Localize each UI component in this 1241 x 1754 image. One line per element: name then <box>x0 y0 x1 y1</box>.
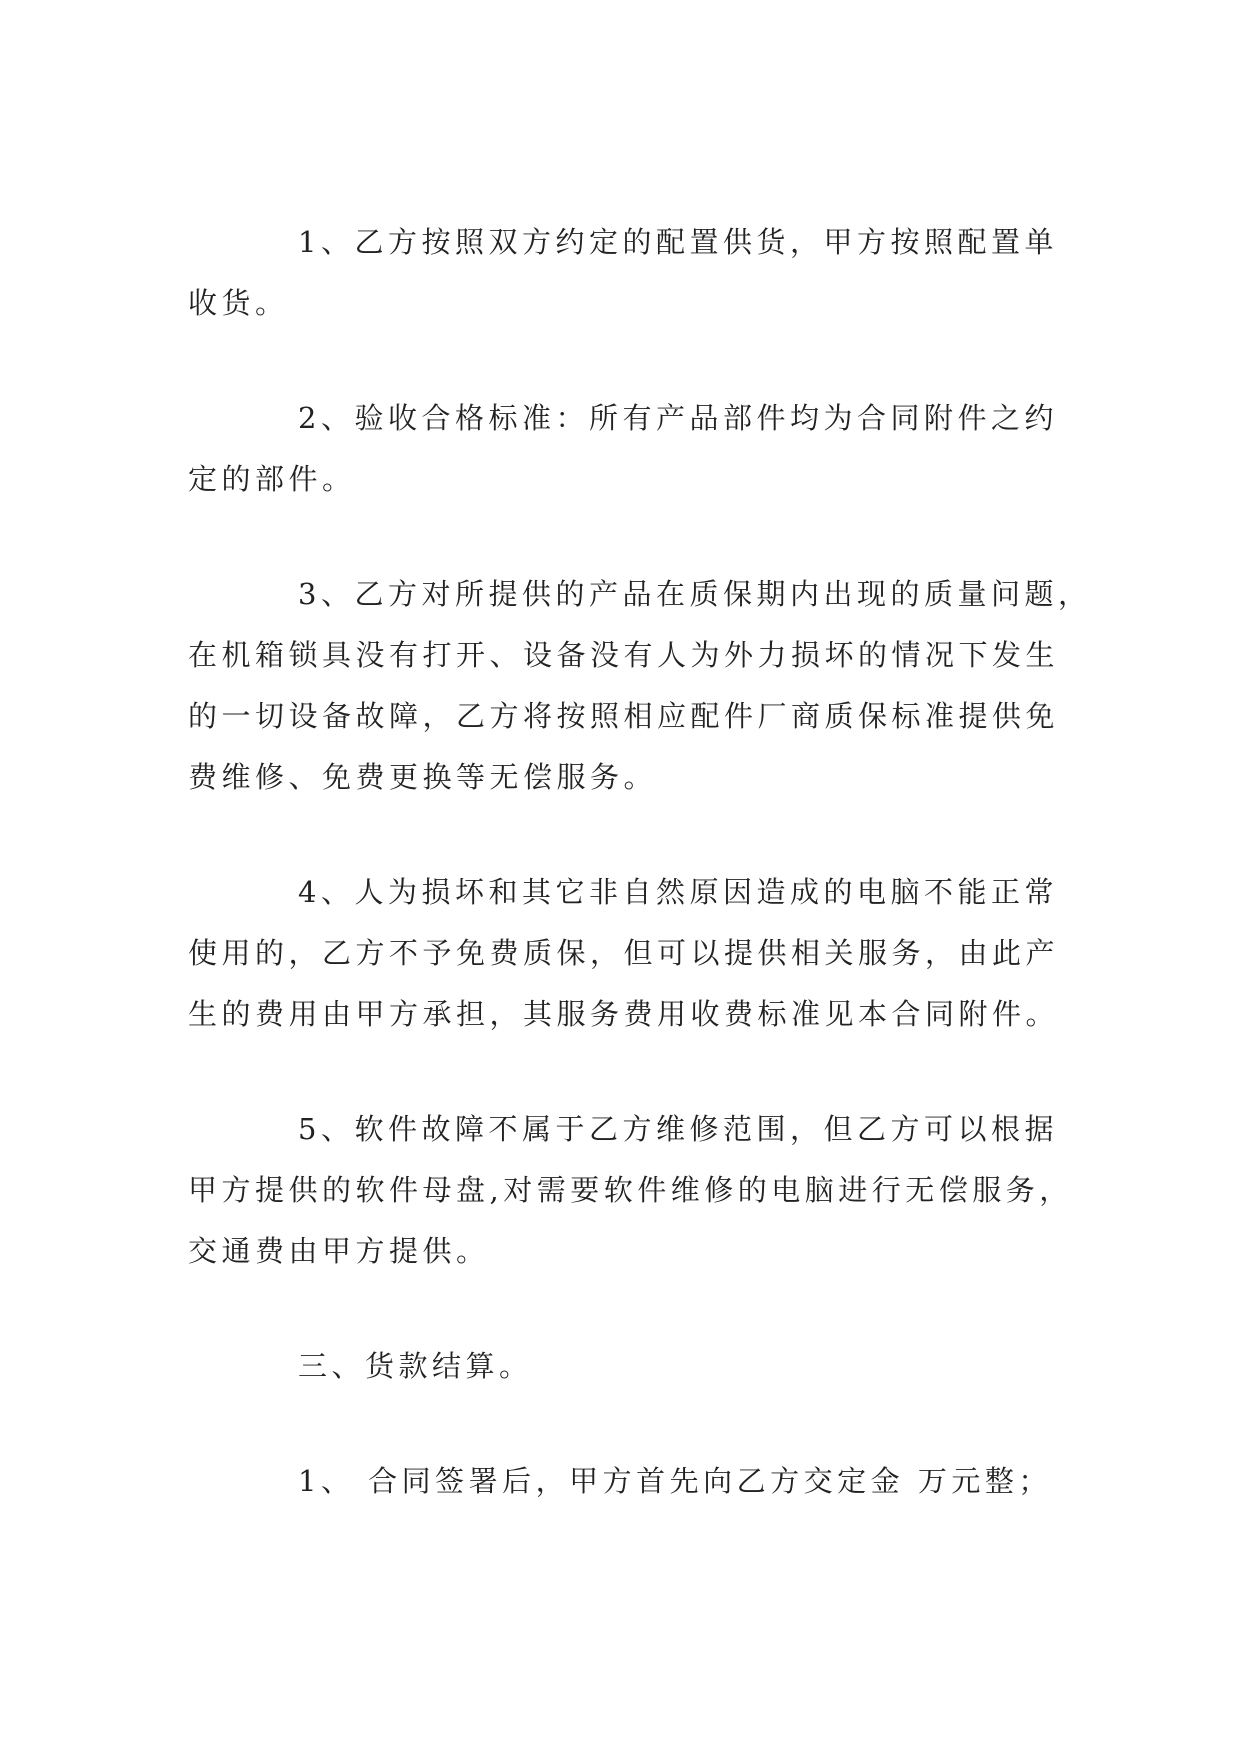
paragraph-4-line-1: 4、人为损坏和其它非自然原因造成的电脑不能正常 <box>298 875 1058 909</box>
paragraph-3-line-2: 在机箱锁具没有打开、设备没有人为外力损坏的情况下发生 <box>188 638 1060 672</box>
paragraph-1-line-1: 1、乙方按照双方约定的配置供货，甲方按照配置单 <box>298 225 1058 259</box>
section-heading-payment: 三、货款结算。 <box>298 1349 533 1383</box>
paragraph-4-line-2: 使用的，乙方不予免费质保，但可以提供相关服务，由此产 <box>188 936 1060 970</box>
paragraph-6-line-1: 1、 合同签署后，甲方首先向乙方交定金 万元整； <box>298 1464 1052 1498</box>
paragraph-5-line-3: 交通费由甲方提供。 <box>188 1234 490 1268</box>
paragraph-1-line-2: 收货。 <box>188 286 289 320</box>
paragraph-3-line-3: 的一切设备故障，乙方将按照相应配件厂商质保标准提供免 <box>188 699 1060 733</box>
paragraph-3-line-4: 费维修、免费更换等无偿服务。 <box>188 760 658 794</box>
paragraph-5-line-2: 甲方提供的软件母盘,对需要软件维修的电脑进行无偿服务， <box>188 1173 1073 1207</box>
paragraph-4-line-3: 生的费用由甲方承担，其服务费用收费标准见本合同附件。 <box>188 997 1060 1031</box>
paragraph-2-line-2: 定的部件。 <box>188 462 356 496</box>
paragraph-5-line-1: 5、软件故障不属于乙方维修范围，但乙方可以根据 <box>298 1112 1058 1146</box>
paragraph-3-line-1: 3、乙方对所提供的产品在质保期内出现的质量问题， <box>298 577 1092 611</box>
paragraph-2-line-1: 2、验收合格标准：所有产品部件均为合同附件之约 <box>298 401 1058 435</box>
